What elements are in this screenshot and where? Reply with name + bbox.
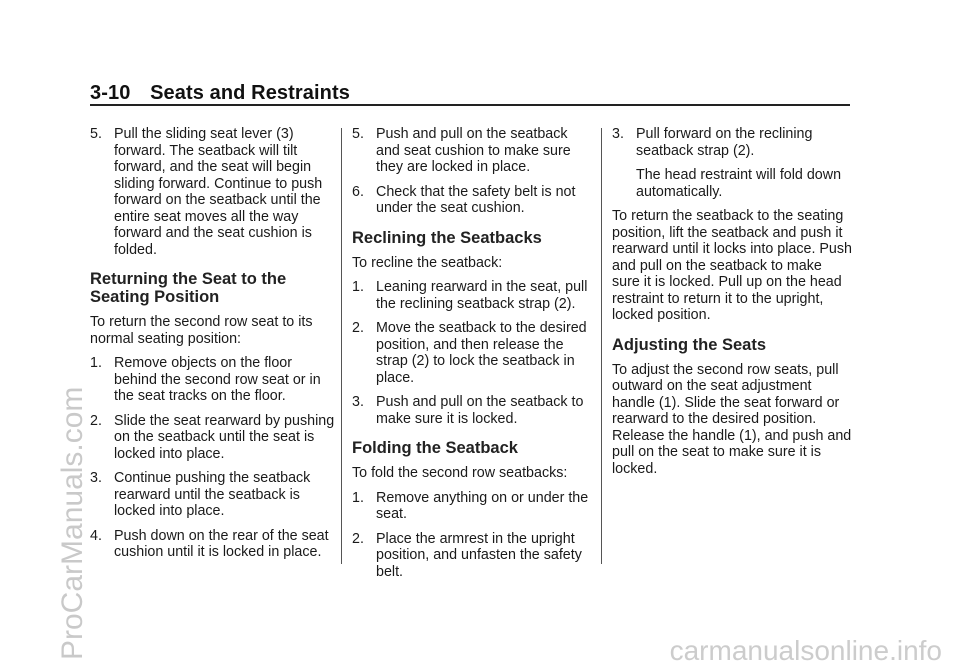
bottom-watermark: carmanualsonline.info: [669, 635, 942, 666]
list-text: Pull forward on the reclining seatback strap (2).: [636, 126, 813, 159]
list-item: [352, 126, 590, 176]
note-text: The head restraint will fold down automatically.: [636, 167, 842, 200]
list-item: [352, 279, 590, 312]
list-number: 3.: [352, 394, 364, 410]
section-heading-adjusting: Adjusting the Seats: [612, 335, 767, 354]
list-text: Check that the safety belt is not under the seat cushion.: [376, 183, 576, 216]
header-rule: [90, 104, 850, 106]
list-text: Move the seatback to the desired position, and then release the strap (2) to lock the seatback in place.: [376, 320, 587, 386]
paragraph-intro: To recline the seatback:: [352, 254, 503, 271]
column-1: [90, 126, 335, 569]
list-number: 1.: [90, 355, 102, 371]
list-number: 4.: [90, 527, 102, 544]
list-number: 5.: [352, 126, 364, 142]
column-3: [612, 126, 852, 485]
side-watermark: ProCarManuals.com: [56, 386, 89, 660]
list-number: 1.: [352, 489, 364, 506]
section-heading-folding: Folding the Seatback: [352, 439, 518, 457]
list-number: 3.: [90, 470, 102, 486]
list-item: [352, 184, 590, 217]
list-text: Remove anything on or under the seat.: [376, 489, 589, 522]
list-text: Push and pull on the seatback and seat cushion to make sure they are locked in place.: [376, 126, 571, 175]
list-item: [352, 531, 590, 581]
list-item: [90, 528, 335, 561]
list-item: [352, 394, 590, 427]
column-divider-1: [341, 128, 342, 564]
paragraph-adjusting: To adjust the second row seats, pull outward on the seat adjustment handle (1). Slide the seat forward or rearward to the desired position. Release the handle (1), and push and pull on the seat to make sure it is locked.: [612, 361, 852, 477]
list-text: Push down on the rear of the seat cushion until it is locked in place.: [114, 527, 329, 560]
list-number: 3.: [612, 126, 624, 142]
list-number: 2.: [90, 412, 102, 429]
list-text: Slide the seat rearward by pushing on the seatback until the seat is locked into place.: [114, 412, 335, 462]
paragraph-intro: To return the second row seat to its normal seating position:: [90, 314, 313, 347]
list-item: [90, 413, 335, 463]
list-text: Remove objects on the floor behind the second row seat or in the seat tracks on the floor.: [114, 355, 321, 404]
section-heading-reclining: Reclining the Seatbacks: [352, 228, 542, 247]
list-text: Place the armrest in the upright position, and unfasten the safety belt.: [376, 530, 582, 580]
list-item: [612, 126, 852, 159]
list-item: [352, 320, 590, 386]
list-number: 2.: [352, 320, 364, 336]
page-header: [90, 82, 350, 105]
list-text: Leaning rearward in the seat, pull the reclining seatback strap (2).: [376, 279, 588, 312]
list-item: [352, 490, 590, 523]
column-2: [352, 126, 590, 588]
list-number: 1.: [352, 279, 364, 295]
list-item: [90, 470, 335, 520]
paragraph-return-seatback: To return the seatback to the seating position, lift the seatback and push it rearward until it locks into place. Push and pull on the seatback to make sure it is locked. Pull up on the head restraint to return it to the upright, locked position.: [612, 208, 852, 323]
list-item: [90, 355, 335, 405]
paragraph-intro: To fold the second row seatbacks:: [352, 465, 568, 481]
page-number: 3-10: [90, 82, 131, 104]
list-text: Push and pull on the seatback to make sure it is locked.: [376, 394, 584, 427]
list-number: 6.: [352, 183, 364, 200]
list-text: Pull the sliding seat lever (3) forward. The seatback will tilt forward, and the seat will begin sliding forward. Continue to push forward on the seatback until the entire seat moves all the way forward and the seat cushion is folded.: [114, 126, 323, 258]
list-item: [90, 126, 335, 258]
list-text: Continue pushing the seatback rearward until the seatback is locked into place.: [114, 470, 311, 519]
list-number: 5.: [90, 126, 102, 142]
list-number: 2.: [352, 530, 364, 547]
column-divider-2: [601, 128, 602, 564]
section-heading-returning-seat: Returning the Seat to the Seating Position: [90, 270, 287, 306]
section-title: Seats and Restraints: [150, 82, 350, 104]
